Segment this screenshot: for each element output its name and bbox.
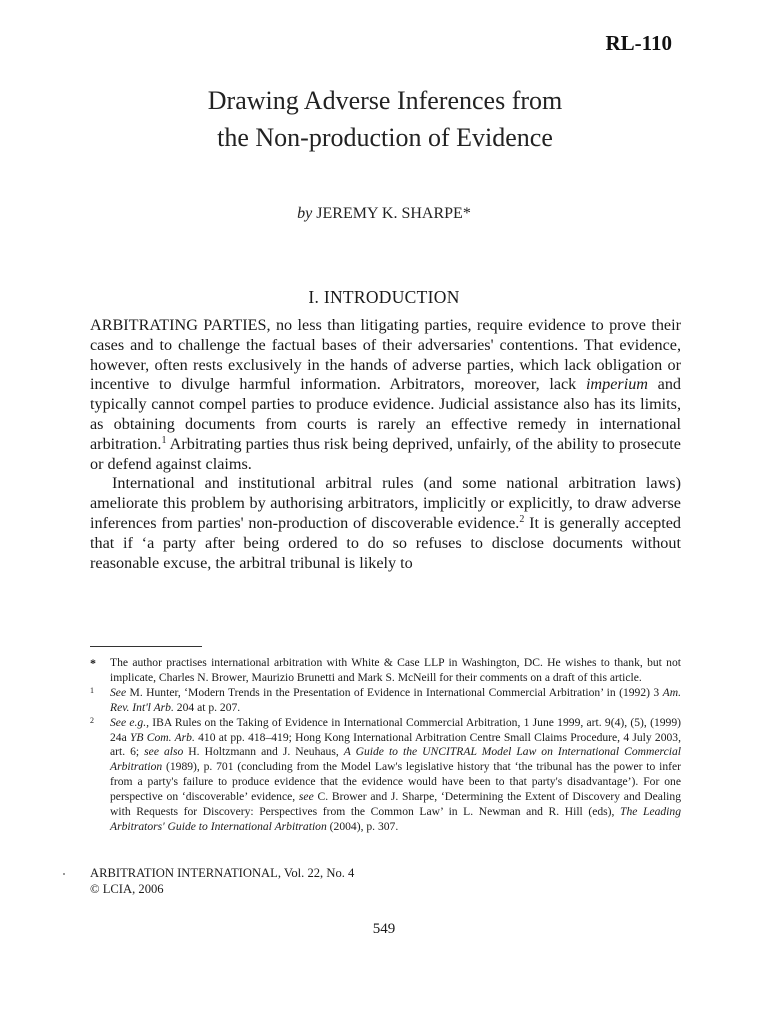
scan-speck: [63, 873, 65, 875]
footnote-text: 410 at pp. 418–419; Hong Kong International Arbitration Centre Small Claims Procedure, 4 July 2003, art. 6;: [110, 730, 681, 759]
footnote-text: (1989), p. 701 (concluding from the Model Law's legislative history that ‘the tribunal has the power to infer from a party's failure to produce evidence that the evidence would have been to that party's disadvantage’). For one perspective on ‘discoverable’ evidence,: [110, 760, 681, 804]
paragraph-text: International and institutional arbitral rules (and some national arbitration laws) ameliorate this problem by authorising arbitrators, implicitly or explicitly, to draw adverse inferences from parties' non-production of discoverable evidence.: [90, 474, 681, 532]
footnote-2: [90, 716, 681, 835]
author-name: JEREMY K. SHARPE*: [316, 205, 471, 222]
paragraph-text: Arbitrating parties thus risk being deprived, unfairly, of the ability to prosecute or defend against claims.: [90, 434, 681, 473]
footnote-text: M. Hunter, ‘Modern Trends in the Presentation of Evidence in International Commercial Arbitration’ in (1992) 3: [126, 685, 663, 699]
paragraph-2: [90, 474, 681, 573]
journal-info: [90, 866, 354, 897]
article-title: [0, 82, 768, 156]
book-title: A Guide to the UNCITRAL Model Law on International Commercial Arbitration: [110, 745, 681, 774]
citation-signal: See: [110, 685, 127, 699]
citation-signal: see also: [144, 745, 184, 759]
exhibit-label: RL-110: [605, 31, 672, 55]
paragraph-text: no less than litigating parties, require evidence to prove their cases and to challenge the factual bases of their adversaries' contentions. That evidence, however, often rests exclusively in the hands of adverse parties, which lack obligation or incentive to divulge harmful information. Arbitrators, moreover, lack: [90, 316, 681, 394]
footnote-text: IBA Rules on the Taking of Evidence in International Commercial Arbitration, 1 June 1999, art. 9(4), (5), (1999) 24a: [110, 715, 681, 744]
byline-by: by: [297, 205, 313, 222]
footnote-1: [90, 686, 681, 716]
footnote-text: C. Brower and J. Sharpe, ‘Determining the Extent of Discovery and Dealing with Requests for Discovery: Perspectives from the Common Law’ in L. Newman and R. Hill (eds),: [110, 790, 681, 819]
footnote-text: (2004), p. 307.: [326, 819, 399, 833]
footnote-star: [90, 656, 681, 686]
page-number: 549: [372, 921, 396, 937]
footnote-text: 204 at p. 207.: [173, 700, 241, 714]
byline: [0, 205, 768, 223]
emphasis-imperium: imperium: [585, 375, 648, 394]
journal-title: Am. Rev. Int'l Arb.: [110, 685, 681, 714]
paragraph-1: [90, 316, 681, 474]
title-line-2: the Non-production of Evidence: [217, 123, 553, 152]
footnote-mark-2: 2: [90, 715, 94, 725]
body-text: [90, 316, 681, 573]
book-title: The Leading Arbitrators' Guide to International Arbitration: [110, 805, 681, 833]
journal-title: YB Com. Arb.: [129, 730, 195, 744]
paragraph-lead: ARBITRATING PARTIES,: [90, 316, 271, 334]
footnote-ref-1[interactable]: 1: [161, 434, 167, 446]
footnotes: [90, 656, 681, 835]
paragraph-text: It is generally accepted that if ‘a party after being ordered to do so refuses to disclose documents without reasonable excuse, the arbitral tribunal is likely to: [90, 513, 681, 572]
footnote-mark-1: 1: [90, 685, 94, 695]
section-heading: I. INTRODUCTION: [308, 287, 460, 307]
citation-signal: See e.g.,: [110, 715, 149, 729]
paragraph-text: and typically cannot compel parties to produce evidence. Judicial assistance also has its limits, as obtaining documents from courts is rarely an effective remedy in international arbitration.: [90, 375, 682, 453]
journal-volume: ARBITRATION INTERNATIONAL, Vol. 22, No. 4: [90, 866, 355, 880]
footnote-ref-2[interactable]: 2: [519, 513, 525, 525]
copyright-line: © LCIA, 2006: [90, 881, 164, 896]
footnote-mark-star: *: [90, 656, 96, 670]
footnote-text: H. Holtzmann and J. Neuhaus,: [183, 745, 344, 759]
footnote-divider: [90, 646, 202, 647]
title-line-1: Drawing Adverse Inferences from: [207, 86, 563, 115]
footnote-text: The author practises international arbitration with White & Case LLP in Washington, DC. He wishes to thank, but not implicate, Charles N. Brower, Maurizio Brunetti and Mark S. McNeill for their comments on a draft of this article.: [110, 656, 681, 684]
citation-signal: see: [298, 790, 314, 804]
